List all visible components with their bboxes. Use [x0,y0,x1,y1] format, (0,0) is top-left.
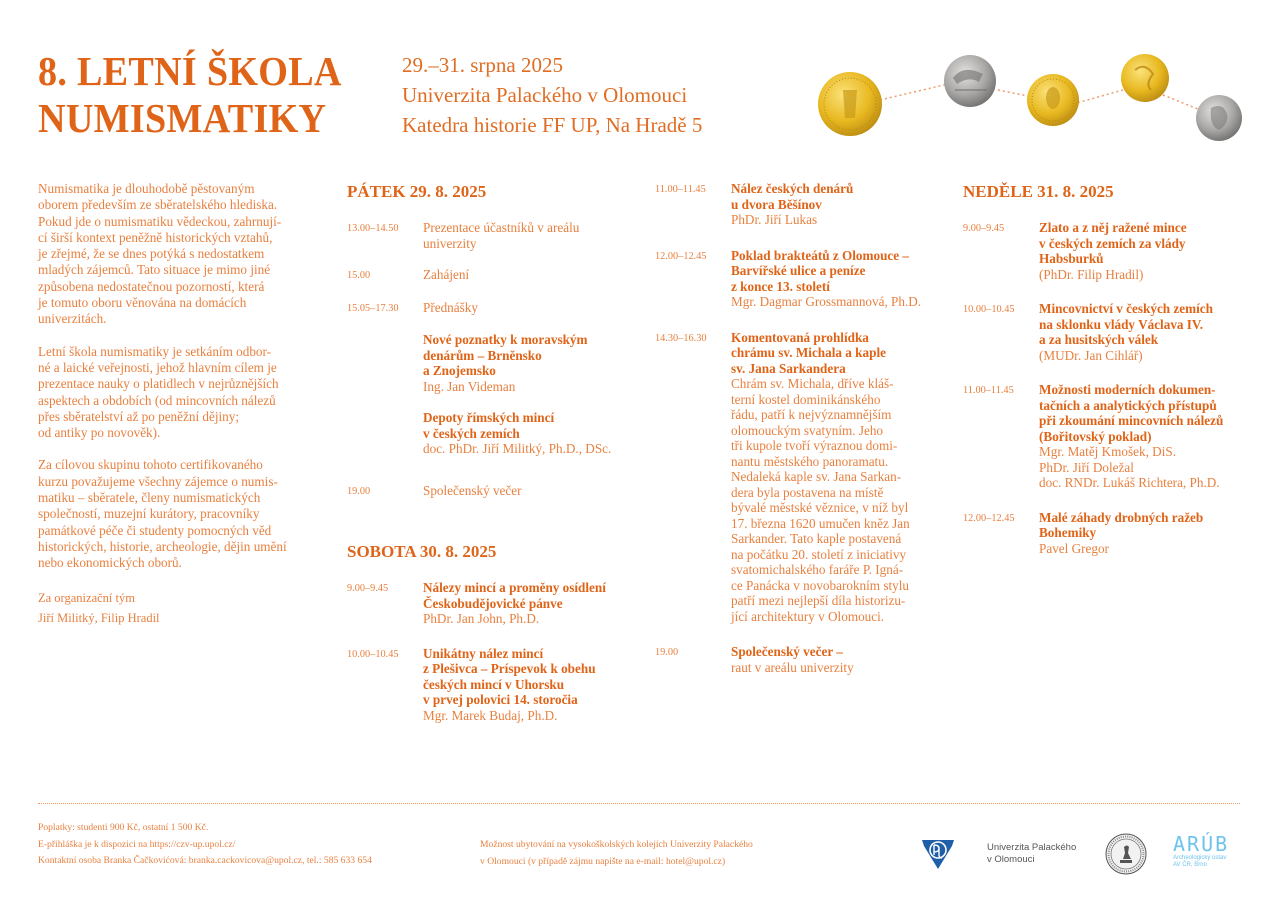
program-column-3 [963,181,1263,572]
program-item [655,644,955,675]
lecture-speaker: Mgr. Marek Budaj, Ph.D. [423,707,558,723]
lecture-speaker: (MUDr. Jan Cihlář) [1039,347,1143,363]
event-title [38,48,365,142]
lecture-title: Nález českých denárů u dvora Běšínov [731,181,854,212]
lecture-speaker: (PhDr. Filip Hradil) [1039,266,1144,282]
lecture-speaker: PhDr. Jiří Lukas [731,212,818,227]
up-shield-logo-icon [921,838,955,870]
program-item [347,332,647,394]
item-text: Prezentace účastníků v areálu univerzity [423,220,580,251]
coin-5-silver [1196,95,1242,141]
lecture-title: Unikátny nález mincí z Plešivca – Príspevok k obehu českých mincí v Uhorsku v prvej polovici 14. storočia [423,645,596,707]
program-column-1 [347,181,647,739]
intro-paragraph-3: Za cílovou skupinu tohoto certifikovaného kurzu považujeme všechny zájemce o numis- matiku – sběratele, členy numismatických společností, muzejní kurátory, pracovníky památkové péče či studenty pomocných věd historických, historie, archeologie, dějin umění nebo ekonomických oborů. [38,457,287,571]
lecture-speaker: doc. PhDr. Jiří Militký, Ph.D., DSc. [423,441,612,456]
lecture-speaker: Mgr. Matěj Kmošek, DiS. PhDr. Jiří Doležal doc. RNDr. Lukáš Richtera, Ph.D. [1039,444,1220,490]
arub-logo [1173,833,1243,869]
university-seal-logo-icon [1105,833,1147,875]
item-time: 12.00–12.45 [963,512,1015,524]
event-description: raut v areálu univerzity [731,659,854,675]
program-item [963,301,1263,363]
program-item [963,510,1263,557]
intro-paragraph-2: Letní škola numismatiky je setkáním odbor- né a laické veřejnosti, jehož hlavním cílem je prezentace nauky o platidlech v nejrůznějších aspektech a obdobích (od mincovních nálezů přes sběratelství až po peněžní dějiny; od antiky po novověk). [38,343,279,441]
day-heading-saturday: SOBOTA 30. 8. 2025 [347,542,497,561]
item-time: 19.00 [655,647,679,658]
lecture-title: Malé záhady drobných ražeb Bohemiky [1039,509,1204,540]
item-text: Zahájení [423,267,470,282]
coin-2-silver [944,55,996,107]
lecture-speaker: Mgr. Dagmar Grossmannová, Ph.D. [731,294,922,309]
program-item [655,330,955,625]
item-time: 13.00–14.50 [347,223,399,234]
tour-title: Komentovaná prohlídka chrámu sv. Michala a kaple sv. Jana Sarkandera [731,329,886,376]
lecture-title: Mincovnictví v českých zemích na sklonku vlády Václava IV. a za husitských válek [1039,301,1213,347]
item-text: Společenský večer [423,482,522,498]
footer-info [38,820,372,870]
program-item [347,300,647,317]
up-logo-text: Univerzita Palackého v Olomouci [987,842,1077,865]
item-time: 15.00 [347,270,371,281]
item-time: 11.00–11.45 [963,385,1014,396]
arub-logo-text: Archeologický ústav AV ČR, Brno [1173,855,1227,868]
item-time: 12.00–12.45 [655,250,707,262]
lecture-speaker: Pavel Gregor [1039,540,1109,556]
item-time: 10.00–10.45 [347,648,399,660]
lecture-speaker: Ing. Jan Videman [423,378,516,394]
lecture-title: Poklad brakteátů z Olomouce – Barvířské ulice a peníze z konce 13. století [731,247,910,294]
arub-logo-mark: ARÚB [1173,832,1230,856]
item-time: 15.05–17.30 [347,302,399,314]
item-time: 14.30–16.30 [655,332,707,344]
event-info [402,50,702,140]
organizers-signature: Za organizační tým Jiří Militký, Filip Hradil [38,590,160,625]
program-item [655,248,955,310]
item-time: 10.00–10.45 [963,304,1015,315]
item-time: 19.00 [347,485,371,497]
program-item [347,220,647,251]
program-item [347,410,647,457]
lecture-title: Zlato a z něj ražené mince v českých zemích za vlády Habsburků [1039,220,1187,266]
coin-3-gold [1027,74,1079,126]
item-text: Přednášky [423,299,478,315]
program-item [347,646,647,724]
program-item [347,483,647,500]
program-item [655,181,955,228]
registration-link[interactable]: E-přihláška je k dispozici na https://czv-up.upol.cz/ [38,838,236,850]
item-time: 9.00–9.45 [347,583,389,594]
item-time [347,332,423,394]
intro-text [38,181,328,628]
event-date: 29.–31. srpna 2025 [402,53,563,77]
item-time [347,410,423,457]
event-address: Katedra historie FF UP, Na Hradě 5 [402,113,703,137]
program-column-2 [655,181,955,691]
lecture-title: Depoty římských mincí v českých zemích [423,410,555,441]
coin-1-gold [818,72,882,136]
fees-text: Poplatky: studenti 900 Kč, ostatní 1 500 Kč. [38,822,209,833]
program-item [347,580,647,627]
accommodation-line-1: Možnost ubytování na vysokoškolských kolejích Univerzity Palackého [480,839,753,850]
event-title-line-2: NUMISMATIKY [38,95,327,141]
contact-info[interactable]: Kontaktní osoba Branka Čačkovićová: branka.cackovicova@upol.cz, tel.: 585 633 654 [38,855,372,866]
program-item [963,220,1263,282]
day-heading-sunday: NEDĚLE 31. 8. 2025 [963,182,1114,201]
event-title-line-1: 8. LETNÍ ŠKOLA [38,48,342,94]
coin-4-gold [1121,54,1169,102]
intro-paragraph-1: Numismatika je dlouhodobě pěstovaným oborem především ze sběratelského hlediska. Pokud jde o numismatiku vědeckou, zahrnují- cí širší kontext peněžně historických vztahů, je zřejmé, že se dnes potýká s nedostatkem mladých zájemců. Tato situace je mimo jiné způsobena nedostatečnou pozorností, která je tomuto oboru věnována na domácích univerzitách. [38,181,282,327]
tour-description: Chrám sv. Michala, dříve kláš- terní kostel dominikánského řádu, patří k nejvýznamnějším olomouckým svatyním. Jeho tři kupole tvoří výraznou domi- nantu městského panoramatu. Nedaleká kaple sv. Jana Sarkan- dera byla postavena na místě bývalé městské věznice, v níž byl 17. března 1620 umučen kněz Jan Sarkander. Tato kaple postavená na počátku 20. století z iniciativy svatomichalského faráře P. Igná- ce Panácka v novobarokním stylu patří mezi nejlepší díla historizu- jící architektury v Olomouci. [731,376,910,624]
lecture-title: Nové poznatky k moravským denárům – Brněnsko a Znojemsko [423,332,588,378]
program-item [963,382,1263,491]
lecture-title: Možnosti moderních dokumen- tačních a analytických přístupů při zkoumání mincovních nálezů (Bořitovský poklad) [1039,382,1224,444]
lecture-title: Nálezy mincí a proměny osídlení Českobudějovické pánve [423,580,606,611]
lecture-speaker: PhDr. Jan John, Ph.D. [423,611,540,626]
coins-illustration [805,38,1245,148]
event-title: Společenský večer – [731,644,843,659]
program-item [347,267,647,284]
accommodation-info [480,837,753,870]
accommodation-line-2[interactable]: v Olomouci (v případě zájmu napište na e-mail: hotel@upol.cz) [480,855,726,867]
item-time: 11.00–11.45 [655,184,706,195]
item-time: 9.00–9.45 [963,223,1005,234]
day-heading-friday: PÁTEK 29. 8. 2025 [347,182,487,201]
event-venue: Univerzita Palackého v Olomouci [402,83,688,107]
footer-divider [38,803,1240,804]
